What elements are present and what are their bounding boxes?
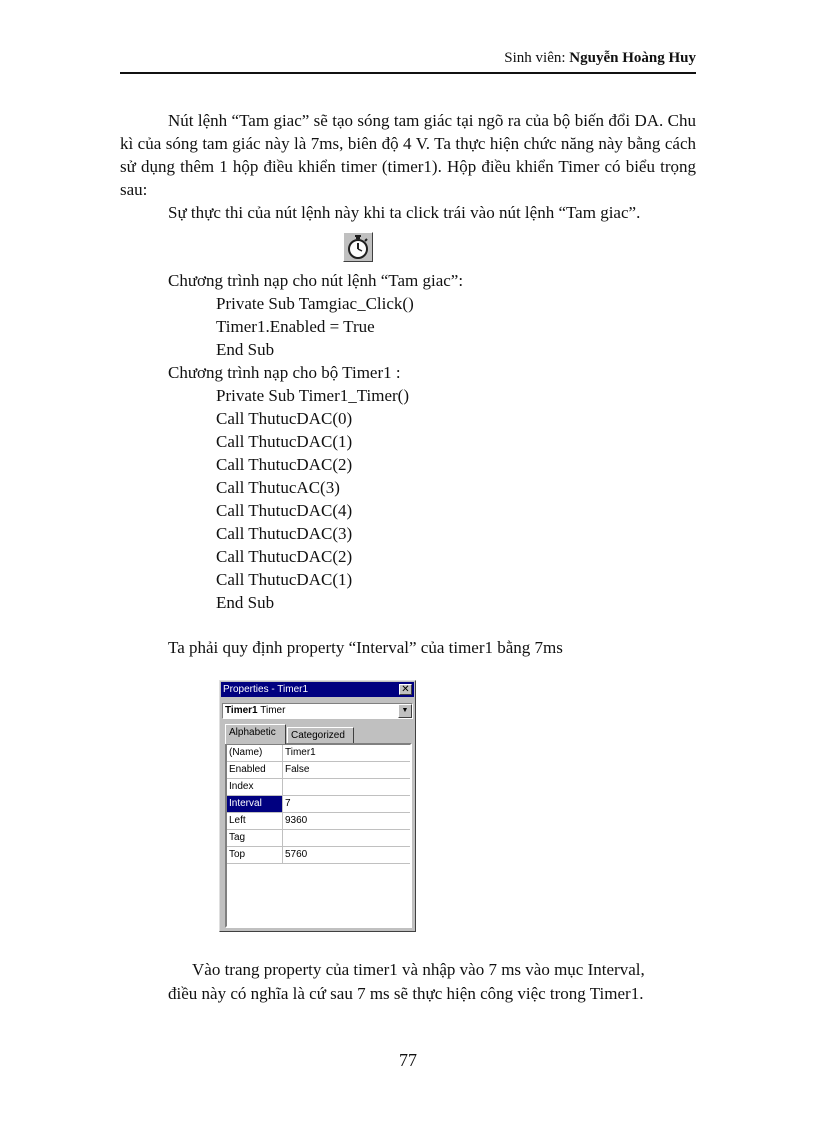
property-row[interactable] <box>227 813 410 830</box>
timer-program-heading: Chương trình nạp cho bộ Timer1 : <box>168 363 401 382</box>
property-grid <box>225 743 412 928</box>
button-program-heading: Chương trình nạp cho nút lệnh “Tam giac”: <box>168 271 464 290</box>
property-value[interactable] <box>283 779 411 796</box>
property-value[interactable]: 5760 <box>283 847 411 864</box>
interval-note: Ta phải quy định property “Interval” của timer1 bằng 7ms <box>168 638 563 657</box>
property-name[interactable]: Interval <box>227 796 283 813</box>
object-type: Timer <box>260 705 286 716</box>
property-name[interactable]: Top <box>227 847 283 864</box>
properties-window <box>219 680 416 932</box>
properties-title-bar[interactable] <box>221 682 414 697</box>
closing-line-1: Vào trang property của timer1 và nhập vào 7 ms vào mục Interval, <box>192 960 645 979</box>
object-name: Timer1 <box>225 705 258 716</box>
property-row[interactable] <box>227 779 410 796</box>
property-value[interactable]: 7 <box>283 796 411 813</box>
page-number: 77 <box>399 1050 417 1070</box>
code-line: End Sub <box>216 593 275 612</box>
property-name[interactable]: Tag <box>227 830 283 847</box>
chevron-down-icon[interactable]: ▼ <box>398 704 412 718</box>
property-row[interactable] <box>227 762 410 779</box>
code-line: Private Sub Tamgiac_Click() <box>216 294 414 313</box>
object-selector[interactable] <box>222 703 413 719</box>
header-author-name: Nguyễn Hoàng Huy <box>569 50 696 66</box>
header-label: Sinh viên: <box>504 50 566 66</box>
tab-categorized[interactable]: Categorized <box>287 727 354 745</box>
properties-title: Properties - Timer1 <box>223 684 309 695</box>
property-name[interactable]: (Name) <box>227 745 283 762</box>
property-value[interactable]: Timer1 <box>283 745 411 762</box>
code-line: Call ThutucDAC(4) <box>216 501 353 520</box>
code-line: End Sub <box>216 340 275 359</box>
intro-paragraph: Nút lệnh “Tam giac” sẽ tạo sóng tam giác tại ngõ ra của bộ biến đổi DA. Chu kì của sóng tam giác này là 7ms, biên độ 4 V. Ta thực hiện chức năng này bằng cách sử dụng thêm 1 hộp điều khiển timer (timer1). Hộp điều khiển Timer có biểu trọng sau: <box>120 111 696 199</box>
code-line: Call ThutucDAC(2) <box>216 547 353 566</box>
property-row[interactable] <box>227 847 410 864</box>
closing-line-2: điều này có nghĩa là cứ sau 7 ms sẽ thực hiện công việc trong Timer1. <box>168 984 644 1003</box>
header-rule <box>120 72 696 74</box>
property-name[interactable]: Left <box>227 813 283 830</box>
property-row[interactable] <box>227 830 410 847</box>
property-name[interactable]: Index <box>227 779 283 796</box>
code-line: Call ThutucAC(3) <box>216 478 340 497</box>
code-line: Call ThutucDAC(1) <box>216 570 353 589</box>
click-instruction: Sự thực thi của nút lệnh này khi ta click trái vào nút lệnh “Tam giac”. <box>168 203 641 222</box>
property-row[interactable] <box>227 745 410 762</box>
property-row-selected[interactable] <box>227 796 410 813</box>
close-button[interactable]: ✕ <box>399 684 412 695</box>
property-name[interactable]: Enabled <box>227 762 283 779</box>
code-line: Call ThutucDAC(1) <box>216 432 353 451</box>
code-line: Call ThutucDAC(0) <box>216 409 353 428</box>
stopwatch-icon <box>343 232 373 262</box>
code-line: Call ThutucDAC(3) <box>216 524 353 543</box>
code-line: Call ThutucDAC(2) <box>216 455 353 474</box>
property-value[interactable] <box>283 830 411 847</box>
tab-alphabetic[interactable]: Alphabetic <box>225 724 286 744</box>
page-header <box>120 50 696 72</box>
code-line: Timer1.Enabled = True <box>216 317 375 336</box>
property-value[interactable]: False <box>283 762 411 779</box>
property-value[interactable]: 9360 <box>283 813 411 830</box>
code-line: Private Sub Timer1_Timer() <box>216 386 410 405</box>
